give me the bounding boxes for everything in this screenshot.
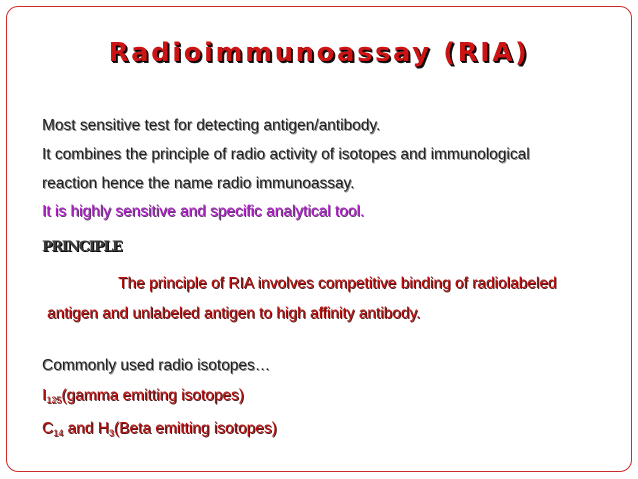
carbon-subscript: 14 bbox=[53, 428, 64, 438]
beta-description: (Beta emitting isotopes) bbox=[113, 420, 277, 437]
hydrogen-subscript: 3 bbox=[108, 428, 114, 438]
principle-line-1: The principle of RIA involves competitive binding of radiolabeled bbox=[118, 275, 557, 292]
hydrogen-symbol: H bbox=[97, 420, 109, 437]
principle-line-2: antigen and unlabeled antigen to high affinity antibody. bbox=[47, 305, 421, 322]
iodine-description: (gamma emitting isotopes) bbox=[61, 387, 244, 404]
principle-heading: PRINCIPLE bbox=[42, 239, 122, 255]
isotopes-intro: Commonly used radio isotopes… bbox=[42, 357, 271, 374]
intro-line-2: It combines the principle of radio activity of isotopes and immunological bbox=[42, 146, 530, 163]
slide-title: Radioimmunoassay (RIA) bbox=[108, 38, 530, 68]
carbon-hydrogen-line bbox=[42, 420, 277, 438]
intro-line-1: Most sensitive test for detecting antigen/antibody. bbox=[42, 117, 381, 134]
iodine-line bbox=[42, 387, 244, 405]
carbon-symbol: C bbox=[42, 420, 54, 437]
iodine-subscript: 125 bbox=[46, 395, 62, 405]
intro-line-3: reaction hence the name radio immunoassay. bbox=[42, 175, 355, 192]
and-text: and bbox=[63, 420, 98, 437]
highlight-line: It is highly sensitive and specific analytical tool. bbox=[42, 203, 365, 220]
iodine-symbol: I bbox=[42, 387, 47, 404]
